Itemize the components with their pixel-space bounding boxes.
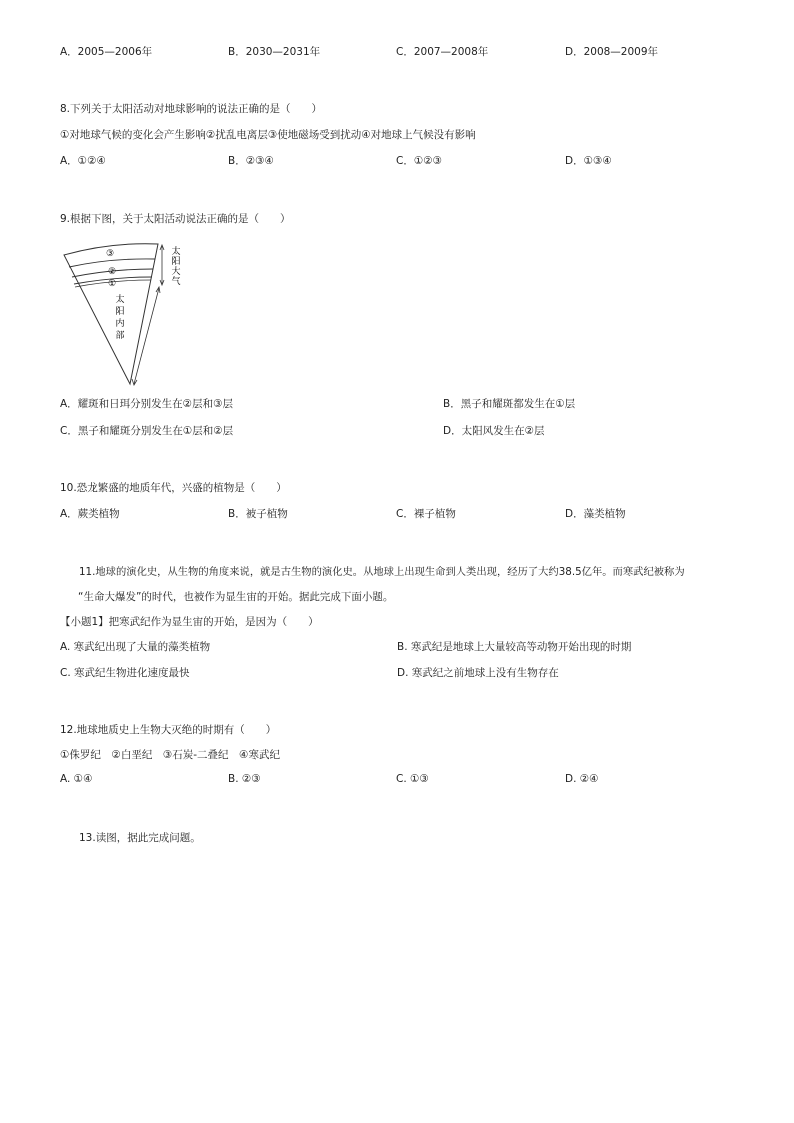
q9-options-row-1 — [0, 396, 794, 412]
q7-option-a: A．2005—2006年 — [60, 46, 153, 58]
atmosphere-label-4: 气 — [171, 277, 181, 287]
q11-passage-line-2: “生命大爆发”的时代，也被作为显生宙的开始。据此完成下面小题。 — [78, 591, 394, 603]
layer-boundary-outer — [69, 259, 155, 267]
q11-option-c: C. 寒武纪生物进化速度最快 — [60, 667, 190, 679]
q12-option-c: C. ①③ — [396, 773, 429, 785]
q9-option-d: D．太阳风发生在②层 — [443, 425, 545, 437]
q8-options — [0, 153, 794, 169]
atmosphere-label-2: 阳 — [171, 257, 181, 267]
q7-option-c: C．2007—2008年 — [396, 46, 489, 58]
q8-statements: ①对地球气候的变化会产生影响②扰乱电离层③使地磁场受到扰动④对地球上气候没有影响 — [60, 129, 476, 141]
q12-option-b: B. ②③ — [228, 773, 261, 785]
atmosphere-label-3: 大 — [171, 267, 181, 277]
q11-option-b: B. 寒武纪是地球上大量较高等动物开始出现的时期 — [397, 641, 632, 653]
q8-option-d: D．①③④ — [565, 155, 612, 167]
q11-passage-line-1: 11.地球的演化史，从生物的角度来说，就是古生物的演化史。从地球上出现生命到人类出现，经历了大约38.5亿年。而寒武纪被称为 — [79, 566, 685, 578]
q9-options-row-2 — [0, 423, 794, 439]
q10-options — [0, 506, 794, 522]
layer-label-3: ③ — [105, 249, 115, 259]
q9-option-b: B．黑子和耀斑都发生在①层 — [443, 398, 576, 410]
q7-option-b: B．2030—2031年 — [228, 46, 321, 58]
q9-option-c: C．黑子和耀斑分别发生在①层和②层 — [60, 425, 234, 437]
q8-option-a: A．①②④ — [60, 155, 106, 167]
q9-option-a: A．耀斑和日珥分别发生在②层和③层 — [60, 398, 234, 410]
q11-options-row-2 — [0, 665, 794, 681]
q11-option-a: A. 寒武纪出现了大量的藻类植物 — [60, 641, 211, 653]
q8-stem: 8.下列关于太阳活动对地球影响的说法正确的是（ ） — [60, 103, 323, 115]
layer-label-1: ① — [107, 279, 117, 289]
q8-option-b: B．②③④ — [228, 155, 274, 167]
interior-label-2: 阳 — [115, 307, 125, 317]
q12-statements: ①侏罗纪 ②白垩纪 ③石炭-二叠纪 ④寒武纪 — [60, 749, 280, 761]
interior-label-1: 太 — [115, 295, 125, 305]
q10-option-b: B．被子植物 — [228, 508, 288, 520]
q9-stem: 9.根据下图，关于太阳活动说法正确的是（ ） — [60, 213, 291, 225]
q12-option-d: D. ②④ — [565, 773, 599, 785]
q12-option-a: A. ①④ — [60, 773, 93, 785]
q10-option-a: A．蕨类植物 — [60, 508, 120, 520]
q10-stem: 10.恐龙繁盛的地质年代，兴盛的植物是（ ） — [60, 482, 287, 494]
interior-label-4: 部 — [115, 331, 125, 341]
q11-sub-stem: 【小题1】把寒武纪作为显生宙的开始，是因为（ ） — [60, 616, 319, 628]
q7-options — [0, 44, 794, 60]
layer-label-2: ② — [107, 267, 117, 277]
q12-stem: 12.地球地质史上生物大灭绝的时期有（ ） — [60, 724, 277, 736]
q11-options-row-1 — [0, 639, 794, 655]
q10-option-d: D．藻类植物 — [565, 508, 626, 520]
q10-option-c: C．裸子植物 — [396, 508, 456, 520]
sun-structure-diagram — [58, 240, 190, 390]
q11-option-d: D. 寒武纪之前地球上没有生物存在 — [397, 667, 559, 679]
q7-option-d: D．2008—2009年 — [565, 46, 659, 58]
q13-stem: 13.读图，据此完成问题。 — [79, 832, 201, 844]
atmosphere-label-1: 太 — [171, 247, 181, 257]
q12-options — [0, 773, 794, 789]
q8-option-c: C．①②③ — [396, 155, 443, 167]
interior-label-3: 内 — [115, 319, 125, 329]
